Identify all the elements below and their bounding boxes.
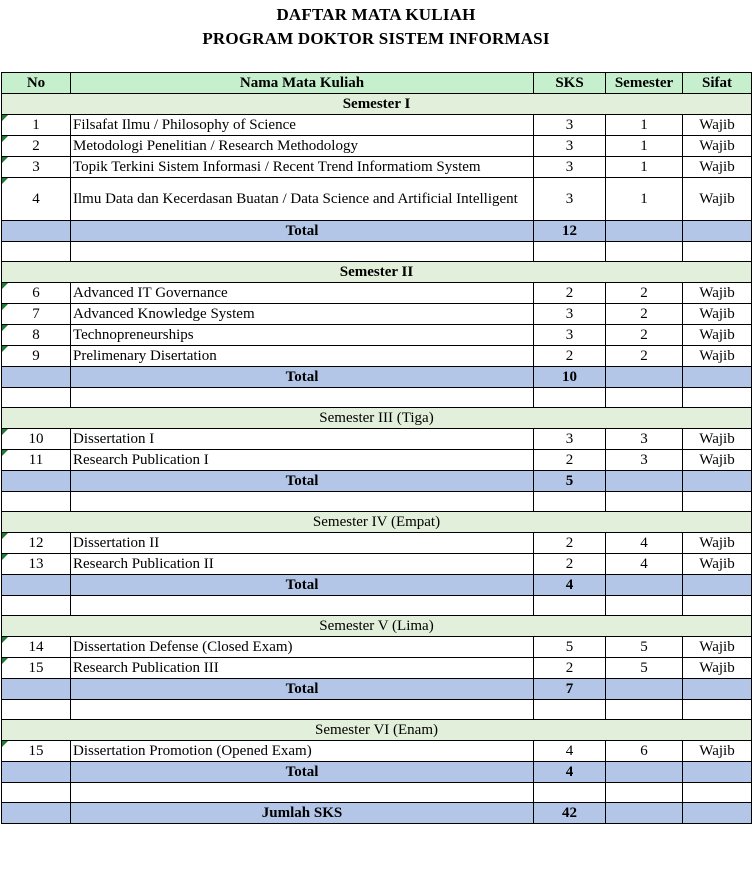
total-sks: 12	[534, 221, 606, 242]
course-semester: 5	[606, 637, 683, 658]
course-semester: 2	[606, 346, 683, 367]
course-name: Ilmu Data dan Kecerdasan Buatan / Data Science and Artificial Intelligent	[71, 178, 534, 221]
empty-row	[2, 783, 752, 803]
course-no-text: 9	[32, 347, 40, 364]
empty-cell	[71, 388, 534, 408]
semester-row	[2, 616, 752, 637]
total-blank	[2, 471, 71, 492]
course-name: Metodologi Penelitian / Research Methodology	[71, 136, 534, 157]
grand-total-sks: 42	[534, 803, 606, 824]
total-blank	[683, 762, 752, 783]
header-sifat: Sifat	[683, 73, 752, 94]
course-semester: 2	[606, 304, 683, 325]
total-blank	[606, 762, 683, 783]
empty-row	[2, 242, 752, 262]
semester-row	[2, 512, 752, 533]
cell-marker-icon	[2, 178, 8, 184]
total-row	[2, 221, 752, 242]
course-sks: 2	[534, 533, 606, 554]
course-semester: 3	[606, 429, 683, 450]
grand-total-blank	[683, 803, 752, 824]
empty-cell	[534, 596, 606, 616]
empty-cell	[2, 700, 71, 720]
course-semester: 1	[606, 115, 683, 136]
total-row	[2, 762, 752, 783]
cell-marker-icon	[2, 157, 8, 163]
course-semester: 4	[606, 533, 683, 554]
course-row	[2, 533, 752, 554]
course-name: Advanced Knowledge System	[71, 304, 534, 325]
semester-label: Semester II	[2, 262, 752, 283]
course-sifat: Wajib	[683, 283, 752, 304]
empty-cell	[606, 492, 683, 512]
course-no	[2, 450, 71, 471]
course-sifat: Wajib	[683, 450, 752, 471]
table-header-row	[2, 73, 752, 94]
empty-cell	[71, 783, 534, 803]
course-row	[2, 346, 752, 367]
course-no-text: 15	[28, 742, 44, 759]
course-row	[2, 637, 752, 658]
cell-marker-icon	[2, 741, 8, 747]
grand-total-blank	[2, 803, 71, 824]
course-row	[2, 304, 752, 325]
course-sifat: Wajib	[683, 429, 752, 450]
empty-cell	[2, 492, 71, 512]
course-no	[2, 136, 71, 157]
course-row	[2, 178, 752, 221]
total-blank	[683, 221, 752, 242]
total-label: Total	[71, 575, 534, 596]
empty-cell	[683, 596, 752, 616]
semester-label: Semester IV (Empat)	[2, 512, 752, 533]
empty-row	[2, 492, 752, 512]
course-no	[2, 178, 71, 221]
empty-cell	[606, 388, 683, 408]
cell-marker-icon	[2, 533, 8, 539]
course-no	[2, 741, 71, 762]
total-blank	[683, 367, 752, 388]
course-sks: 3	[534, 157, 606, 178]
total-row	[2, 679, 752, 700]
course-sks: 4	[534, 741, 606, 762]
course-no	[2, 637, 71, 658]
semester-label: Semester V (Lima)	[2, 616, 752, 637]
course-semester: 5	[606, 658, 683, 679]
course-sks: 3	[534, 178, 606, 221]
total-label: Total	[71, 367, 534, 388]
course-sks: 2	[534, 346, 606, 367]
total-sks: 4	[534, 762, 606, 783]
total-blank	[606, 575, 683, 596]
course-name: Research Publication II	[71, 554, 534, 575]
total-label: Total	[71, 679, 534, 700]
course-row	[2, 157, 752, 178]
empty-cell	[683, 700, 752, 720]
semester-row	[2, 720, 752, 741]
total-sks: 4	[534, 575, 606, 596]
cell-marker-icon	[2, 429, 8, 435]
empty-cell	[683, 492, 752, 512]
semester-row	[2, 262, 752, 283]
course-no-text: 3	[32, 158, 40, 175]
course-semester: 6	[606, 741, 683, 762]
course-row	[2, 325, 752, 346]
grand-total-label: Jumlah SKS	[71, 803, 534, 824]
course-sifat: Wajib	[683, 741, 752, 762]
course-sks: 3	[534, 304, 606, 325]
course-name: Advanced IT Governance	[71, 283, 534, 304]
course-sifat: Wajib	[683, 346, 752, 367]
total-blank	[606, 679, 683, 700]
course-sks: 2	[534, 658, 606, 679]
cell-marker-icon	[2, 283, 8, 289]
document-title: DAFTAR MATA KULIAH	[276, 5, 476, 24]
course-no	[2, 658, 71, 679]
cell-marker-icon	[2, 450, 8, 456]
header-sks: SKS	[534, 73, 606, 94]
grand-total-row	[2, 803, 752, 824]
total-sks: 5	[534, 471, 606, 492]
course-no	[2, 346, 71, 367]
course-no-text: 2	[32, 137, 40, 154]
course-sks: 2	[534, 554, 606, 575]
course-semester: 1	[606, 178, 683, 221]
course-name: Research Publication I	[71, 450, 534, 471]
course-row	[2, 115, 752, 136]
semester-label: Semester VI (Enam)	[2, 720, 752, 741]
course-semester: 4	[606, 554, 683, 575]
course-name: Prelimenary Disertation	[71, 346, 534, 367]
course-sifat: Wajib	[683, 533, 752, 554]
semester-label: Semester I	[2, 94, 752, 115]
total-blank	[606, 471, 683, 492]
empty-cell	[71, 700, 534, 720]
course-no-text: 7	[32, 305, 40, 322]
course-sifat: Wajib	[683, 304, 752, 325]
course-name: Technopreneurships	[71, 325, 534, 346]
empty-cell	[606, 783, 683, 803]
empty-cell	[2, 783, 71, 803]
header-no: No	[2, 73, 71, 94]
total-blank	[606, 221, 683, 242]
course-no	[2, 283, 71, 304]
total-label: Total	[71, 471, 534, 492]
course-no-text: 14	[28, 638, 44, 655]
empty-cell	[534, 700, 606, 720]
empty-cell	[683, 388, 752, 408]
course-sks: 3	[534, 429, 606, 450]
course-semester: 2	[606, 283, 683, 304]
semester-row	[2, 408, 752, 429]
course-no	[2, 304, 71, 325]
header-semester: Semester	[606, 73, 683, 94]
course-no-text: 10	[28, 430, 44, 447]
empty-row	[2, 596, 752, 616]
empty-cell	[534, 492, 606, 512]
total-row	[2, 471, 752, 492]
course-name: Dissertation Defense (Closed Exam)	[71, 637, 534, 658]
course-semester: 3	[606, 450, 683, 471]
cell-marker-icon	[2, 346, 8, 352]
course-row	[2, 658, 752, 679]
cell-marker-icon	[2, 554, 8, 560]
total-row	[2, 575, 752, 596]
course-no	[2, 429, 71, 450]
course-no	[2, 157, 71, 178]
course-sifat: Wajib	[683, 115, 752, 136]
total-label: Total	[71, 762, 534, 783]
course-row	[2, 429, 752, 450]
empty-cell	[71, 242, 534, 262]
course-name: Dissertation I	[71, 429, 534, 450]
course-sifat: Wajib	[683, 136, 752, 157]
empty-cell	[683, 783, 752, 803]
course-sifat: Wajib	[683, 178, 752, 221]
course-sifat: Wajib	[683, 637, 752, 658]
course-semester: 1	[606, 157, 683, 178]
cell-marker-icon	[2, 304, 8, 310]
course-row	[2, 136, 752, 157]
course-table	[1, 72, 752, 824]
semester-row	[2, 94, 752, 115]
total-sks: 10	[534, 367, 606, 388]
course-no-text: 1	[32, 116, 40, 133]
document-subtitle: PROGRAM DOKTOR SISTEM INFORMASI	[202, 29, 550, 48]
course-sifat: Wajib	[683, 658, 752, 679]
course-name: Topik Terkini Sistem Informasi / Recent Trend Informatiom System	[71, 157, 534, 178]
course-no-text: 8	[32, 326, 40, 343]
header-name: Nama Mata Kuliah	[71, 73, 534, 94]
empty-cell	[606, 242, 683, 262]
course-semester: 1	[606, 136, 683, 157]
course-name: Research Publication III	[71, 658, 534, 679]
semester-label: Semester III (Tiga)	[2, 408, 752, 429]
course-row	[2, 554, 752, 575]
empty-cell	[2, 242, 71, 262]
empty-cell	[606, 700, 683, 720]
course-no-text: 11	[28, 451, 44, 468]
course-name: Dissertation II	[71, 533, 534, 554]
empty-cell	[71, 492, 534, 512]
course-no-text: 6	[32, 284, 40, 301]
course-sks: 2	[534, 283, 606, 304]
course-sks: 3	[534, 136, 606, 157]
cell-marker-icon	[2, 325, 8, 331]
empty-cell	[534, 242, 606, 262]
empty-cell	[71, 596, 534, 616]
course-row	[2, 283, 752, 304]
course-row	[2, 450, 752, 471]
total-blank	[683, 575, 752, 596]
course-no	[2, 554, 71, 575]
course-sks: 3	[534, 115, 606, 136]
course-no	[2, 115, 71, 136]
total-label: Total	[71, 221, 534, 242]
course-no-text: 13	[28, 555, 44, 572]
course-sifat: Wajib	[683, 554, 752, 575]
course-no	[2, 325, 71, 346]
empty-cell	[2, 388, 71, 408]
course-no-text: 4	[32, 190, 40, 207]
course-sifat: Wajib	[683, 325, 752, 346]
empty-cell	[683, 242, 752, 262]
course-sifat: Wajib	[683, 157, 752, 178]
course-no	[2, 533, 71, 554]
course-name: Dissertation Promotion (Opened Exam)	[71, 741, 534, 762]
total-blank	[2, 575, 71, 596]
total-row	[2, 367, 752, 388]
grand-total-blank	[606, 803, 683, 824]
course-sks: 5	[534, 637, 606, 658]
empty-cell	[606, 596, 683, 616]
cell-marker-icon	[2, 136, 8, 142]
course-semester: 2	[606, 325, 683, 346]
empty-row	[2, 700, 752, 720]
cell-marker-icon	[2, 115, 8, 121]
course-sks: 3	[534, 325, 606, 346]
empty-cell	[2, 596, 71, 616]
total-blank	[2, 762, 71, 783]
cell-marker-icon	[2, 658, 8, 664]
total-blank	[2, 679, 71, 700]
empty-row	[2, 388, 752, 408]
course-row	[2, 741, 752, 762]
empty-cell	[534, 783, 606, 803]
course-sks: 2	[534, 450, 606, 471]
total-blank	[683, 471, 752, 492]
course-name: Filsafat Ilmu / Philosophy of Science	[71, 115, 534, 136]
total-blank	[2, 367, 71, 388]
cell-marker-icon	[2, 637, 8, 643]
course-no-text: 15	[28, 659, 44, 676]
total-blank	[683, 679, 752, 700]
total-blank	[2, 221, 71, 242]
total-blank	[606, 367, 683, 388]
empty-cell	[534, 388, 606, 408]
course-no-text: 12	[28, 534, 44, 551]
total-sks: 7	[534, 679, 606, 700]
